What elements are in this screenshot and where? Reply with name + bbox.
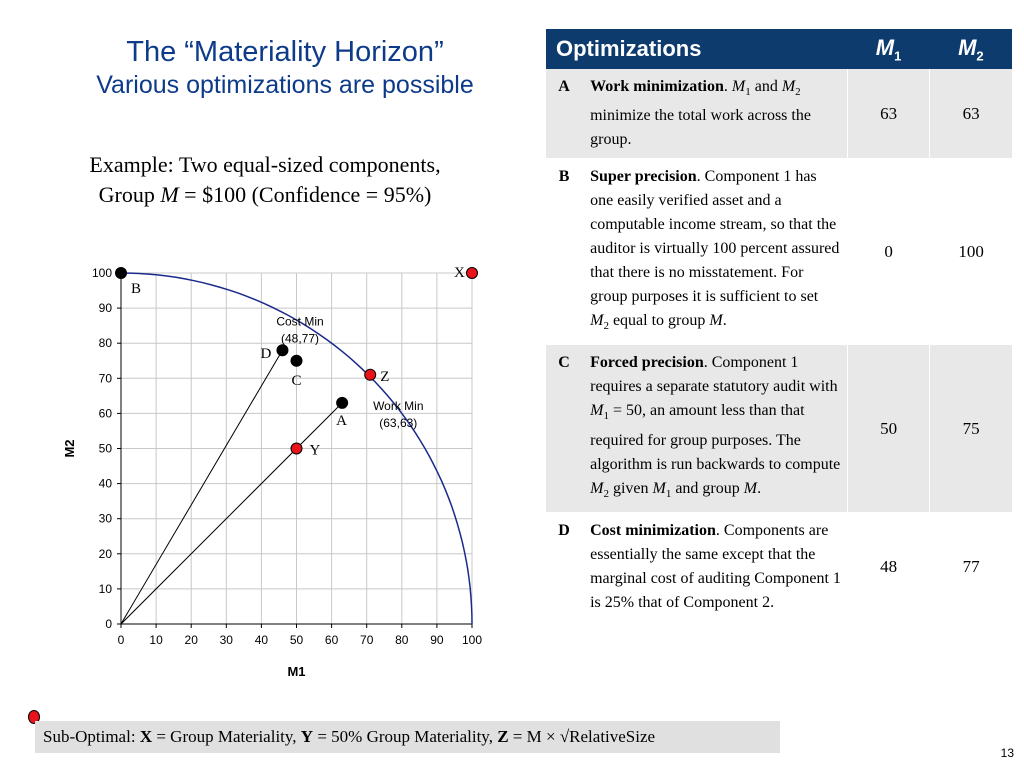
header-m1 (847, 29, 929, 69)
desc-sub: 2 (603, 320, 609, 333)
slide-title-block (20, 36, 550, 100)
row-m1-value: 0 (847, 159, 929, 345)
materiality-chart (50, 258, 500, 688)
table-row (546, 512, 1012, 621)
row-letter: D (546, 512, 582, 621)
point-y (291, 443, 302, 454)
row-letter: C (546, 345, 582, 512)
y-tick-label: 40 (98, 476, 112, 491)
row-letter: B (546, 159, 582, 345)
row-description (582, 69, 847, 159)
table-row (546, 159, 1012, 345)
desc-var: M (652, 479, 666, 497)
point-label-z: Z (380, 368, 390, 385)
example-group-var: M (160, 181, 179, 207)
example-group-label: Group (98, 181, 161, 207)
row-m1-value: 48 (847, 512, 929, 621)
y-tick-label: 30 (98, 511, 112, 526)
row-title: Forced precision (590, 354, 704, 372)
desc-text: . (757, 479, 762, 497)
point-d (277, 345, 288, 356)
footer-legend (35, 721, 780, 753)
x-tick-label: 40 (254, 633, 269, 647)
desc-text: given (608, 479, 653, 497)
desc-var: M (709, 312, 723, 330)
cost-min-annotation-line1: Cost Min (276, 314, 324, 329)
row-m1-value: 50 (847, 345, 929, 512)
y-tick-label: 10 (98, 581, 112, 596)
x-tick-label: 10 (149, 633, 163, 647)
point-x (467, 268, 478, 279)
example-text (30, 150, 500, 209)
row-description (582, 345, 847, 512)
desc-var: M (731, 78, 746, 95)
row-m2-value: 75 (930, 345, 1012, 512)
desc-var: M (590, 479, 604, 497)
footer-y-text: = 50% Group Materiality, (313, 727, 498, 746)
footer-y: Y (300, 727, 314, 746)
header-optimizations: Optimizations (546, 29, 847, 69)
y-axis-label: M2 (62, 439, 77, 458)
row-title: Super precision (590, 168, 697, 186)
y-tick-label: 0 (105, 617, 112, 631)
table-row (546, 345, 1012, 512)
desc-text: . Component 1 requires a separate statutory audit with (590, 354, 838, 396)
optimizations-table (546, 29, 1012, 622)
point-c (291, 355, 302, 366)
row-description (582, 159, 847, 345)
footer-x: X (139, 727, 153, 746)
header-m1-sub: 1 (894, 48, 902, 64)
footer-x-text: = Group Materiality, (152, 727, 301, 746)
desc-sub: 1 (665, 487, 672, 500)
desc-text: minimize the total work across the group. (590, 107, 811, 149)
x-tick-label: 30 (219, 633, 233, 647)
work-min-annotation-line2: (63,63) (379, 415, 418, 430)
header-m2 (930, 29, 1012, 69)
y-tick-label: 70 (98, 371, 112, 386)
y-tick-label: 90 (98, 301, 112, 316)
x-tick-label: 100 (461, 633, 483, 647)
row-m2-value: 63 (930, 69, 1012, 159)
row-description (582, 512, 847, 621)
footer-z-text: = M × √RelativeSize (508, 727, 656, 746)
x-tick-label: 80 (395, 633, 409, 647)
slide-title: The “Materiality Horizon” (126, 36, 444, 68)
desc-text: = 50, an amount less than that required for group purposes. The algorithm is run backwards to compute (590, 402, 841, 473)
footer-z: Z (497, 727, 509, 746)
desc-var: M (781, 78, 796, 95)
slide-subtitle: Various optimizations are possible (96, 71, 474, 100)
header-m1-var: M (875, 34, 895, 60)
desc-text: equal to group (608, 312, 710, 330)
x-tick-label: 90 (430, 633, 444, 647)
point-label-x: X (454, 265, 465, 281)
x-tick-label: 0 (117, 633, 125, 647)
footer-prefix: Sub-Optimal: (43, 727, 140, 746)
desc-text: and group (671, 479, 744, 497)
header-m2-var: M (958, 34, 977, 60)
table-header-row (546, 29, 1012, 69)
example-group-value: = $100 (Confidence = 95%) (178, 181, 432, 207)
work-min-annotation-line1: Work Min (373, 398, 424, 413)
x-tick-label: 50 (289, 633, 304, 647)
desc-text: . (722, 312, 727, 330)
y-tick-label: 60 (98, 406, 112, 421)
desc-text: and (750, 78, 782, 95)
x-tick-label: 60 (324, 633, 339, 647)
point-b (116, 268, 127, 279)
desc-text: . Component 1 has one easily verified asset and a computable income stream, so that the auditor is virtually 100 percent assured that there is no misstatement. For group purposes it is sufficient to set (590, 168, 840, 306)
point-label-y: Y (309, 442, 321, 459)
row-letter: A (546, 69, 582, 159)
point-z (365, 369, 376, 380)
desc-sub: 2 (603, 487, 609, 500)
row-title: Cost minimization (590, 521, 716, 539)
y-tick-label: 20 (98, 546, 112, 561)
header-m2-sub: 2 (976, 48, 984, 64)
example-line-1: Example: Two equal-sized components, (89, 152, 441, 177)
desc-text: . (723, 78, 732, 95)
y-tick-label: 80 (98, 336, 112, 351)
desc-sub: 1 (745, 86, 751, 99)
cost-min-annotation-line2: (48,77) (280, 331, 320, 346)
desc-sub: 2 (795, 86, 801, 99)
point-a (337, 397, 348, 408)
point-label-d: D (260, 346, 272, 363)
row-m1-value: 63 (847, 69, 929, 159)
point-label-b: B (131, 281, 142, 297)
chart-svg (50, 258, 500, 688)
row-m2-value: 77 (930, 512, 1012, 621)
desc-sub: 1 (603, 410, 609, 423)
y-tick-label: 50 (98, 441, 112, 456)
desc-var: M (590, 312, 604, 330)
point-label-c: C (291, 372, 302, 389)
example-line-2 (30, 180, 500, 210)
row-m2-value: 100 (930, 159, 1012, 345)
y-tick-label: 100 (91, 266, 112, 280)
desc-var: M (743, 479, 758, 497)
page-number: 13 (1000, 746, 1014, 760)
x-tick-label: 70 (360, 633, 374, 647)
desc-var: M (590, 402, 604, 420)
point-label-a: A (336, 412, 347, 429)
desc-text: . Components are essentially the same except that the marginal cost of auditing Component 1 is 25% that of Component 2. (590, 521, 841, 611)
row-title: Work minimization (590, 78, 724, 95)
table-row (546, 69, 1012, 159)
x-axis-label: M1 (287, 664, 306, 679)
x-tick-label: 20 (184, 633, 198, 647)
